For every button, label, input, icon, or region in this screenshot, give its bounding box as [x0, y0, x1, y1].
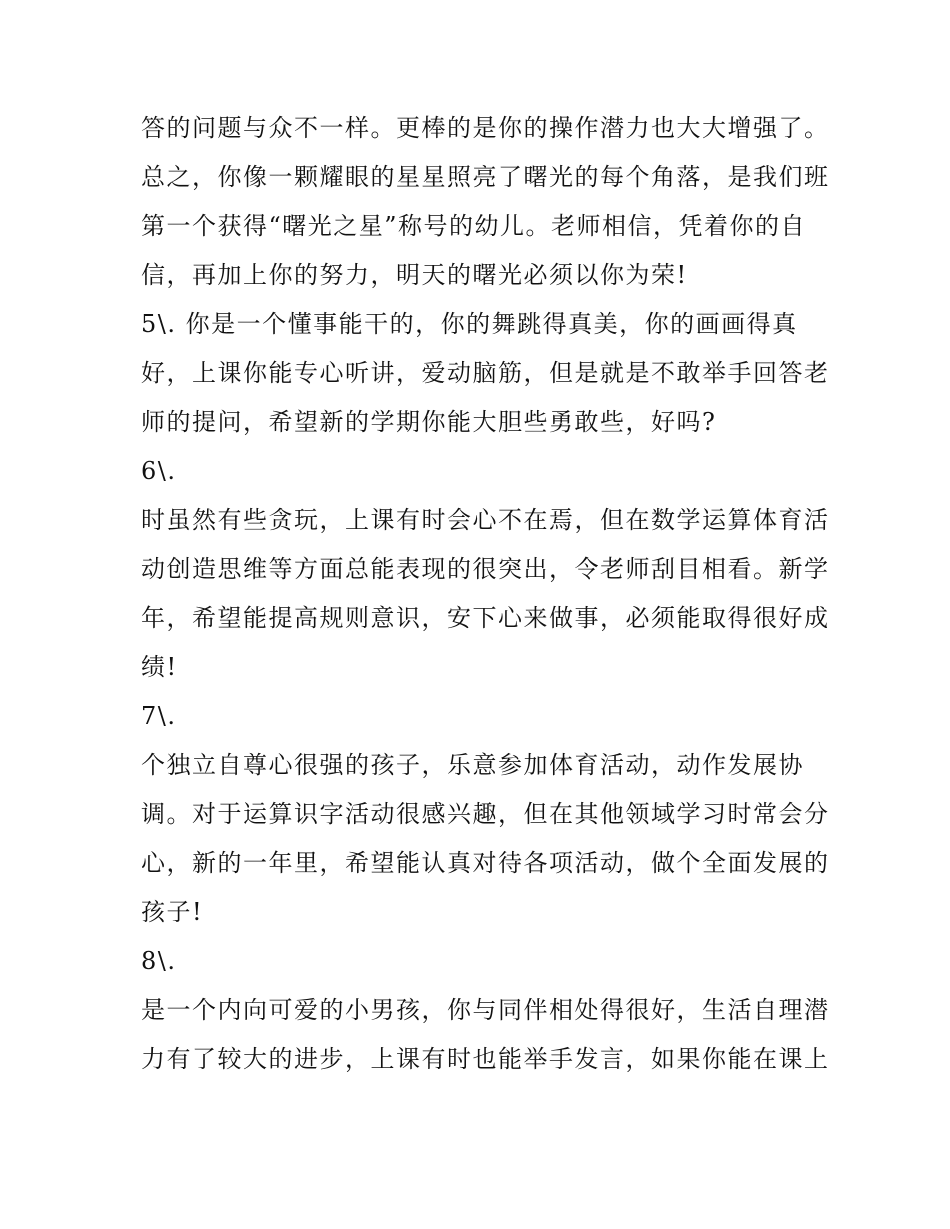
text-line: 年，希望能提高规则意识，安下心来做事，必须能取得很好成 — [141, 604, 830, 632]
text-line: 5\. 你是一个懂事能干的，你的舞跳得真美，你的画画得真 — [141, 310, 798, 338]
text-line: 好，上课你能专心听讲，爱动脑筋，但是就是不敢举手回答老 — [141, 359, 830, 387]
text-line: 个独立自尊心很强的孩子，乐意参加体育活动，动作发展协 — [141, 751, 804, 779]
section-number: 7\. — [141, 702, 177, 730]
section-number: 6\. — [141, 457, 177, 485]
text-line: 时虽然有些贪玩，上课有时会心不在焉，但在数学运算体育活 — [141, 506, 830, 534]
text-line: 动创造思维等方面总能表现的很突出，令老师刮目相看。新学 — [141, 555, 830, 583]
text-line: 绩! — [141, 653, 178, 681]
section-number: 8\. — [141, 947, 177, 975]
text-line: 总之，你像一颗耀眼的星星照亮了曙光的每个角落，是我们班 — [141, 163, 830, 191]
text-line: 答的问题与众不一样。更棒的是你的操作潜力也大大增强了。 — [141, 114, 830, 142]
text-line: 孩子! — [141, 898, 204, 926]
text-line: 师的提问，希望新的学期你能大胆些勇敢些，好吗? — [141, 408, 717, 436]
text-line: 是一个内向可爱的小男孩，你与同伴相处得很好，生活自理潜 — [141, 996, 830, 1024]
document-body — [141, 104, 830, 1084]
text-line: 力有了较大的进步，上课有时也能举手发言，如果你能在课上 — [141, 1045, 830, 1073]
text-line: 第一个获得“曙光之星”称号的幼儿。老师相信，凭着你的自 — [141, 212, 807, 240]
text-line: 调。对于运算识字活动很感兴趣，但在其他领域学习时常会分 — [141, 800, 830, 828]
text-line: 信，再加上你的努力，明天的曙光必须以你为荣! — [141, 261, 688, 289]
text-line: 心，新的一年里，希望能认真对待各项活动，做个全面发展的 — [141, 849, 830, 877]
